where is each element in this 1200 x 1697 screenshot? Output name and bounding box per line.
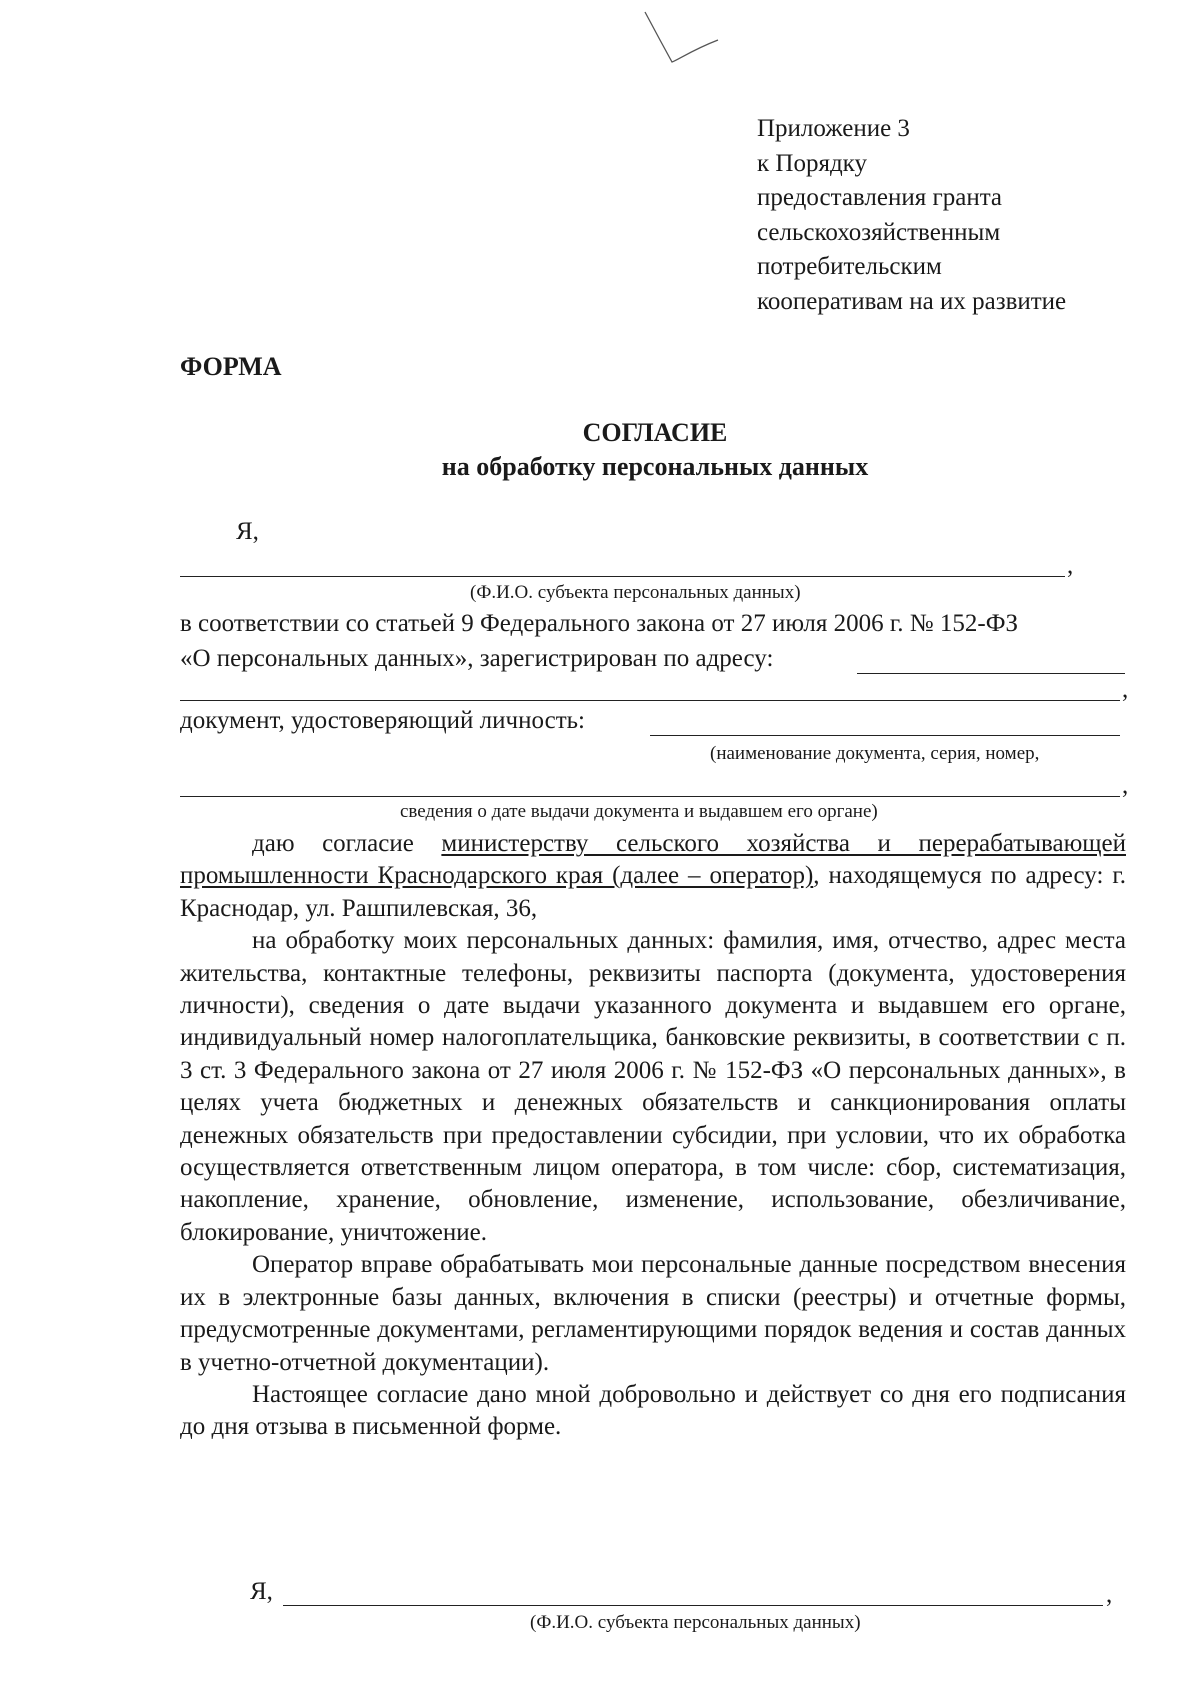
identity-document-blank-line[interactable] — [650, 735, 1120, 736]
consent-paragraph-3: Оператор вправе обрабатывать мои персональные данные посредством внесения их в электронные базы данных, включения в списки (реестры) и отчетные формы, предусмотренные документами, регламентирующими порядок ведения и состав данных в учетно-отчетной документации). — [180, 1251, 1126, 1376]
comma: , — [1067, 552, 1074, 579]
document-caption-2: сведения о дате выдачи документа и выдавшем его органе) — [400, 801, 878, 822]
ya-label: Я, — [250, 1578, 273, 1605]
signature-fio-blank-line[interactable] — [283, 1605, 1103, 1606]
fio-blank-line[interactable] — [180, 576, 1065, 577]
consent-paragraph-4: Настоящее согласие дано мной добровольно и действует со дня его подписания до дня отзыва в письменной форме. — [180, 1380, 1126, 1441]
paragraph-text: даю согласие — [252, 830, 442, 857]
consent-body — [180, 828, 1126, 1444]
comma: , — [1106, 1581, 1113, 1608]
appendix-note — [757, 112, 1066, 319]
consent-paragraph-1 — [180, 828, 1126, 925]
document-caption-1: (наименование документа, серия, номер, — [710, 743, 1040, 764]
appendix-line: предоставления гранта — [757, 184, 1003, 211]
handwritten-check-mark — [640, 10, 730, 80]
document-subtitle: на обработку персональных данных — [441, 452, 869, 481]
form-label: ФОРМА — [180, 352, 282, 381]
document-details-blank-line[interactable] — [180, 796, 1120, 797]
address-label: «О персональных данных», зарегистрирован по адресу: — [180, 645, 774, 672]
comma: , — [1122, 676, 1129, 703]
appendix-line: Приложение 3 — [757, 115, 910, 142]
appendix-line: сельскохозяйственным — [757, 218, 1001, 246]
appendix-line: кооперативам на их развитие — [757, 287, 1067, 315]
signature-caption: (Ф.И.О. субъекта персональных данных) — [530, 1612, 861, 1633]
comma: , — [1122, 772, 1129, 799]
appendix-line: к Порядку — [757, 149, 867, 177]
address-blank-line[interactable] — [857, 673, 1125, 674]
fio-caption: (Ф.И.О. субъекта персональных данных) — [470, 582, 801, 603]
consent-paragraph-2: на обработку моих персональных данных: фамилия, имя, отчество, адрес места жительства, контактные телефоны, реквизиты паспорта (документа, удостоверения личности), сведения о дате выдачи указанного документа и выдавшем его органе, индивидуальный номер налогоплательщика, банковские реквизиты, в соответствии с п. 3 ст. 3 Федерального закона от 27 июля 2006 г. № 152-ФЗ «О персональных данных», в целях учета бюджетных и денежных обязательств и санкционирования оплаты денежных обязательств при предоставлении субсидии, при условии, что их обработка осуществляется ответственным лицом оператора, в том числе: сбор, систематизация, накопление, хранение, обновление, изменение, использование, обезличивание, блокирование, уничтожение. — [180, 927, 1126, 1246]
ya-label: Я, — [236, 518, 259, 545]
address-blank-line-2[interactable] — [180, 700, 1120, 701]
appendix-line: потребительским — [757, 253, 942, 280]
paragraph-text: , находящемуся по адресу: г. Краснодар, ул. Рашпилевская, 36, — [180, 862, 1126, 922]
document-title: СОГЛАСИЕ — [582, 418, 728, 447]
law-reference-line: в соответствии со статьей 9 Федерального закона от 27 июля 2006 г. № 152-ФЗ — [180, 610, 1018, 637]
identity-document-label: документ, удостоверяющий личность: — [180, 707, 585, 734]
operator-name: министерству сельского хозяйства и перерабатывающей промышленности Краснодарского края (далее – оператор) — [180, 830, 1126, 890]
